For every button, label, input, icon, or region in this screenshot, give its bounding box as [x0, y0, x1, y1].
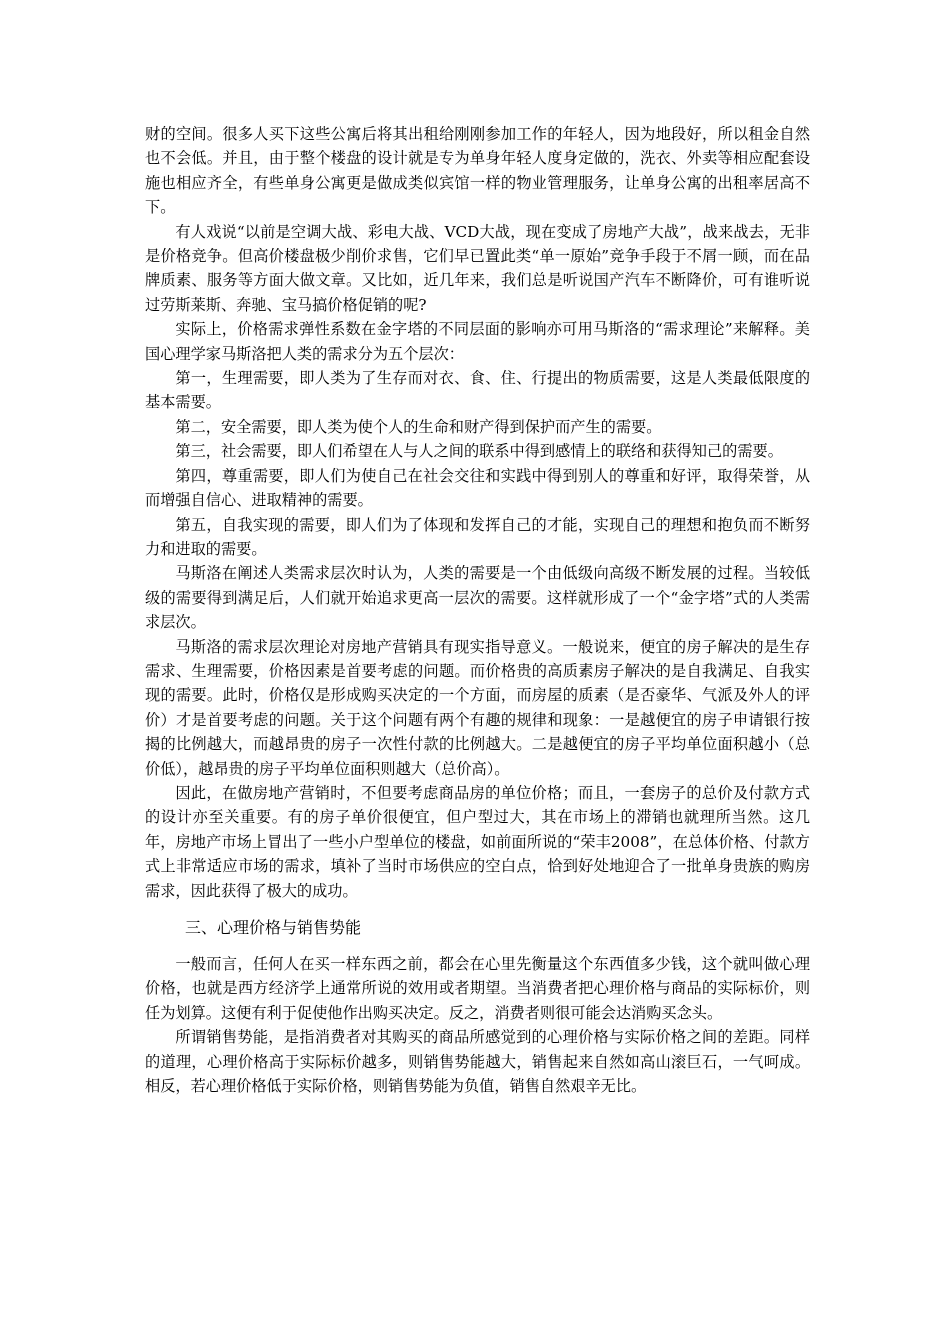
paragraph-need-4: 第四，尊重需要，即人们为使自己在社会交往和实践中得到别人的尊重和好评，取得荣誉，从而增强自信心、进取精神的需要。 — [145, 466, 810, 510]
section-heading: 三、心理价格与销售势能 — [185, 918, 362, 937]
paragraph: 一般而言，任何人在买一样东西之前，都会在心里先衡量这个东西值多少钱，这个就叫做心理价格，也就是西方经济学上通常所说的效用或者期望。当消费者把心理价格与商品的实际标价，则任为划算。这便有利于促使他作出购买决定。反之，消费者则很可能会达消购买念头。 — [145, 955, 810, 1022]
paragraph: 因此，在做房地产营销时，不但要考虑商品房的单位价格；而且，一套房子的总价及付款方式的设计亦至关重要。有的房子单价很便宜，但户型过大，其在市场上的滞销也就理所当然。这几年，房地产市场上冒出了一些小户型单位的楼盘，如前面所说的“荣丰2008”，在总体价格、付款方式上非常适应市场的需求，填补了当时市场供应的空白点，恰到好处地迎合了一批单身贵族的购房需求，因此获得了极大的成功。 — [145, 783, 810, 900]
paragraph: 有人戏说“以前是空调大战、彩电大战、VCD大战，现在变成了房地产大战”，战来战去，无非是价格竞争。但高价楼盘极少削价求售，它们早已置此类“单一原始”竞争手段于不屑一顾，而在品牌质素、服务等方面大做文章。又比如，近几年来，我们总是听说国产汽车不断降价，可有谁听说过劳斯莱斯、奔驰、宝马搞价格促销的呢? — [145, 222, 810, 314]
paragraph: 所谓销售势能，是指消费者对其购买的商品所感觉到的心理价格与实际价格之间的差距。同样的道理，心理价格高于实际标价越多，则销售势能越大，销售起来自然如高山滚巨石，一气呵成。相反，若心理价格低于实际价格，则销售势能为负值，销售自然艰辛无比。 — [145, 1028, 810, 1096]
paragraph-need-3: 第三，社会需要，即人们希望在人与人之间的联系中得到感情上的联络和获得知己的需要。 — [175, 442, 783, 461]
paragraph: 马斯洛在阐述人类需求层次时认为，人类的需要是一个由低级向高级不断发展的过程。当较低级的需要得到满足后，人们就开始追求更高一层次的需要。这样就形成了一个“金字塔”式的人类需求层次。 — [145, 564, 810, 632]
paragraph-continuation: 财的空间。很多人买下这些公寓后将其出租给刚刚参加工作的年轻人，因为地段好，所以租金自然也不会低。并且，由于整个楼盘的设计就是专为单身年轻人度身定做的，洗衣、外卖等相应配套设施也相应齐全，有些单身公寓更是做成类似宾馆一样的物业管理服务，让单身公寓的出租率居高不下。 — [145, 125, 810, 217]
paragraph-need-5: 第五，自我实现的需要，即人们为了体现和发挥自己的才能，实现自己的理想和抱负而不断努力和进取的需要。 — [145, 515, 810, 558]
paragraph-need-1: 第一，生理需要，即人类为了生存而对衣、食、住、行提出的物质需要，这是人类最低限度的基本需要。 — [145, 369, 810, 412]
paragraph: 实际上，价格需求弹性系数在金字塔的不同层面的影响亦可用马斯洛的“需求理论”来解释。美国心理学家马斯洛把人类的需求分为五个层次： — [145, 320, 810, 363]
paragraph-need-2: 第二，安全需要，即人类为使个人的生命和财产得到保护而产生的需要。 — [175, 417, 662, 436]
document-page — [145, 122, 810, 1098]
paragraph: 马斯洛的需求层次理论对房地产营销具有现实指导意义。一般说来，便宜的房子解决的是生存需求、生理需要，价格因素是首要考虑的问题。而价格贵的高质素房子解决的是自我满足、自我实现的需要。此时，价格仅是形成购买决定的一个方面，而房屋的质素（是否豪华、气派及外人的评价）才是首要考虑的问题。关于这个问题有两个有趣的规律和现象：一是越便宜的房子申请银行按揭的比例越大，而越昂贵的房子一次性付款的比例越大。二是越便宜的房子平均单位面积越小（总价低），越昂贵的房子平均单位面积则越大（总价高）。 — [145, 637, 810, 778]
